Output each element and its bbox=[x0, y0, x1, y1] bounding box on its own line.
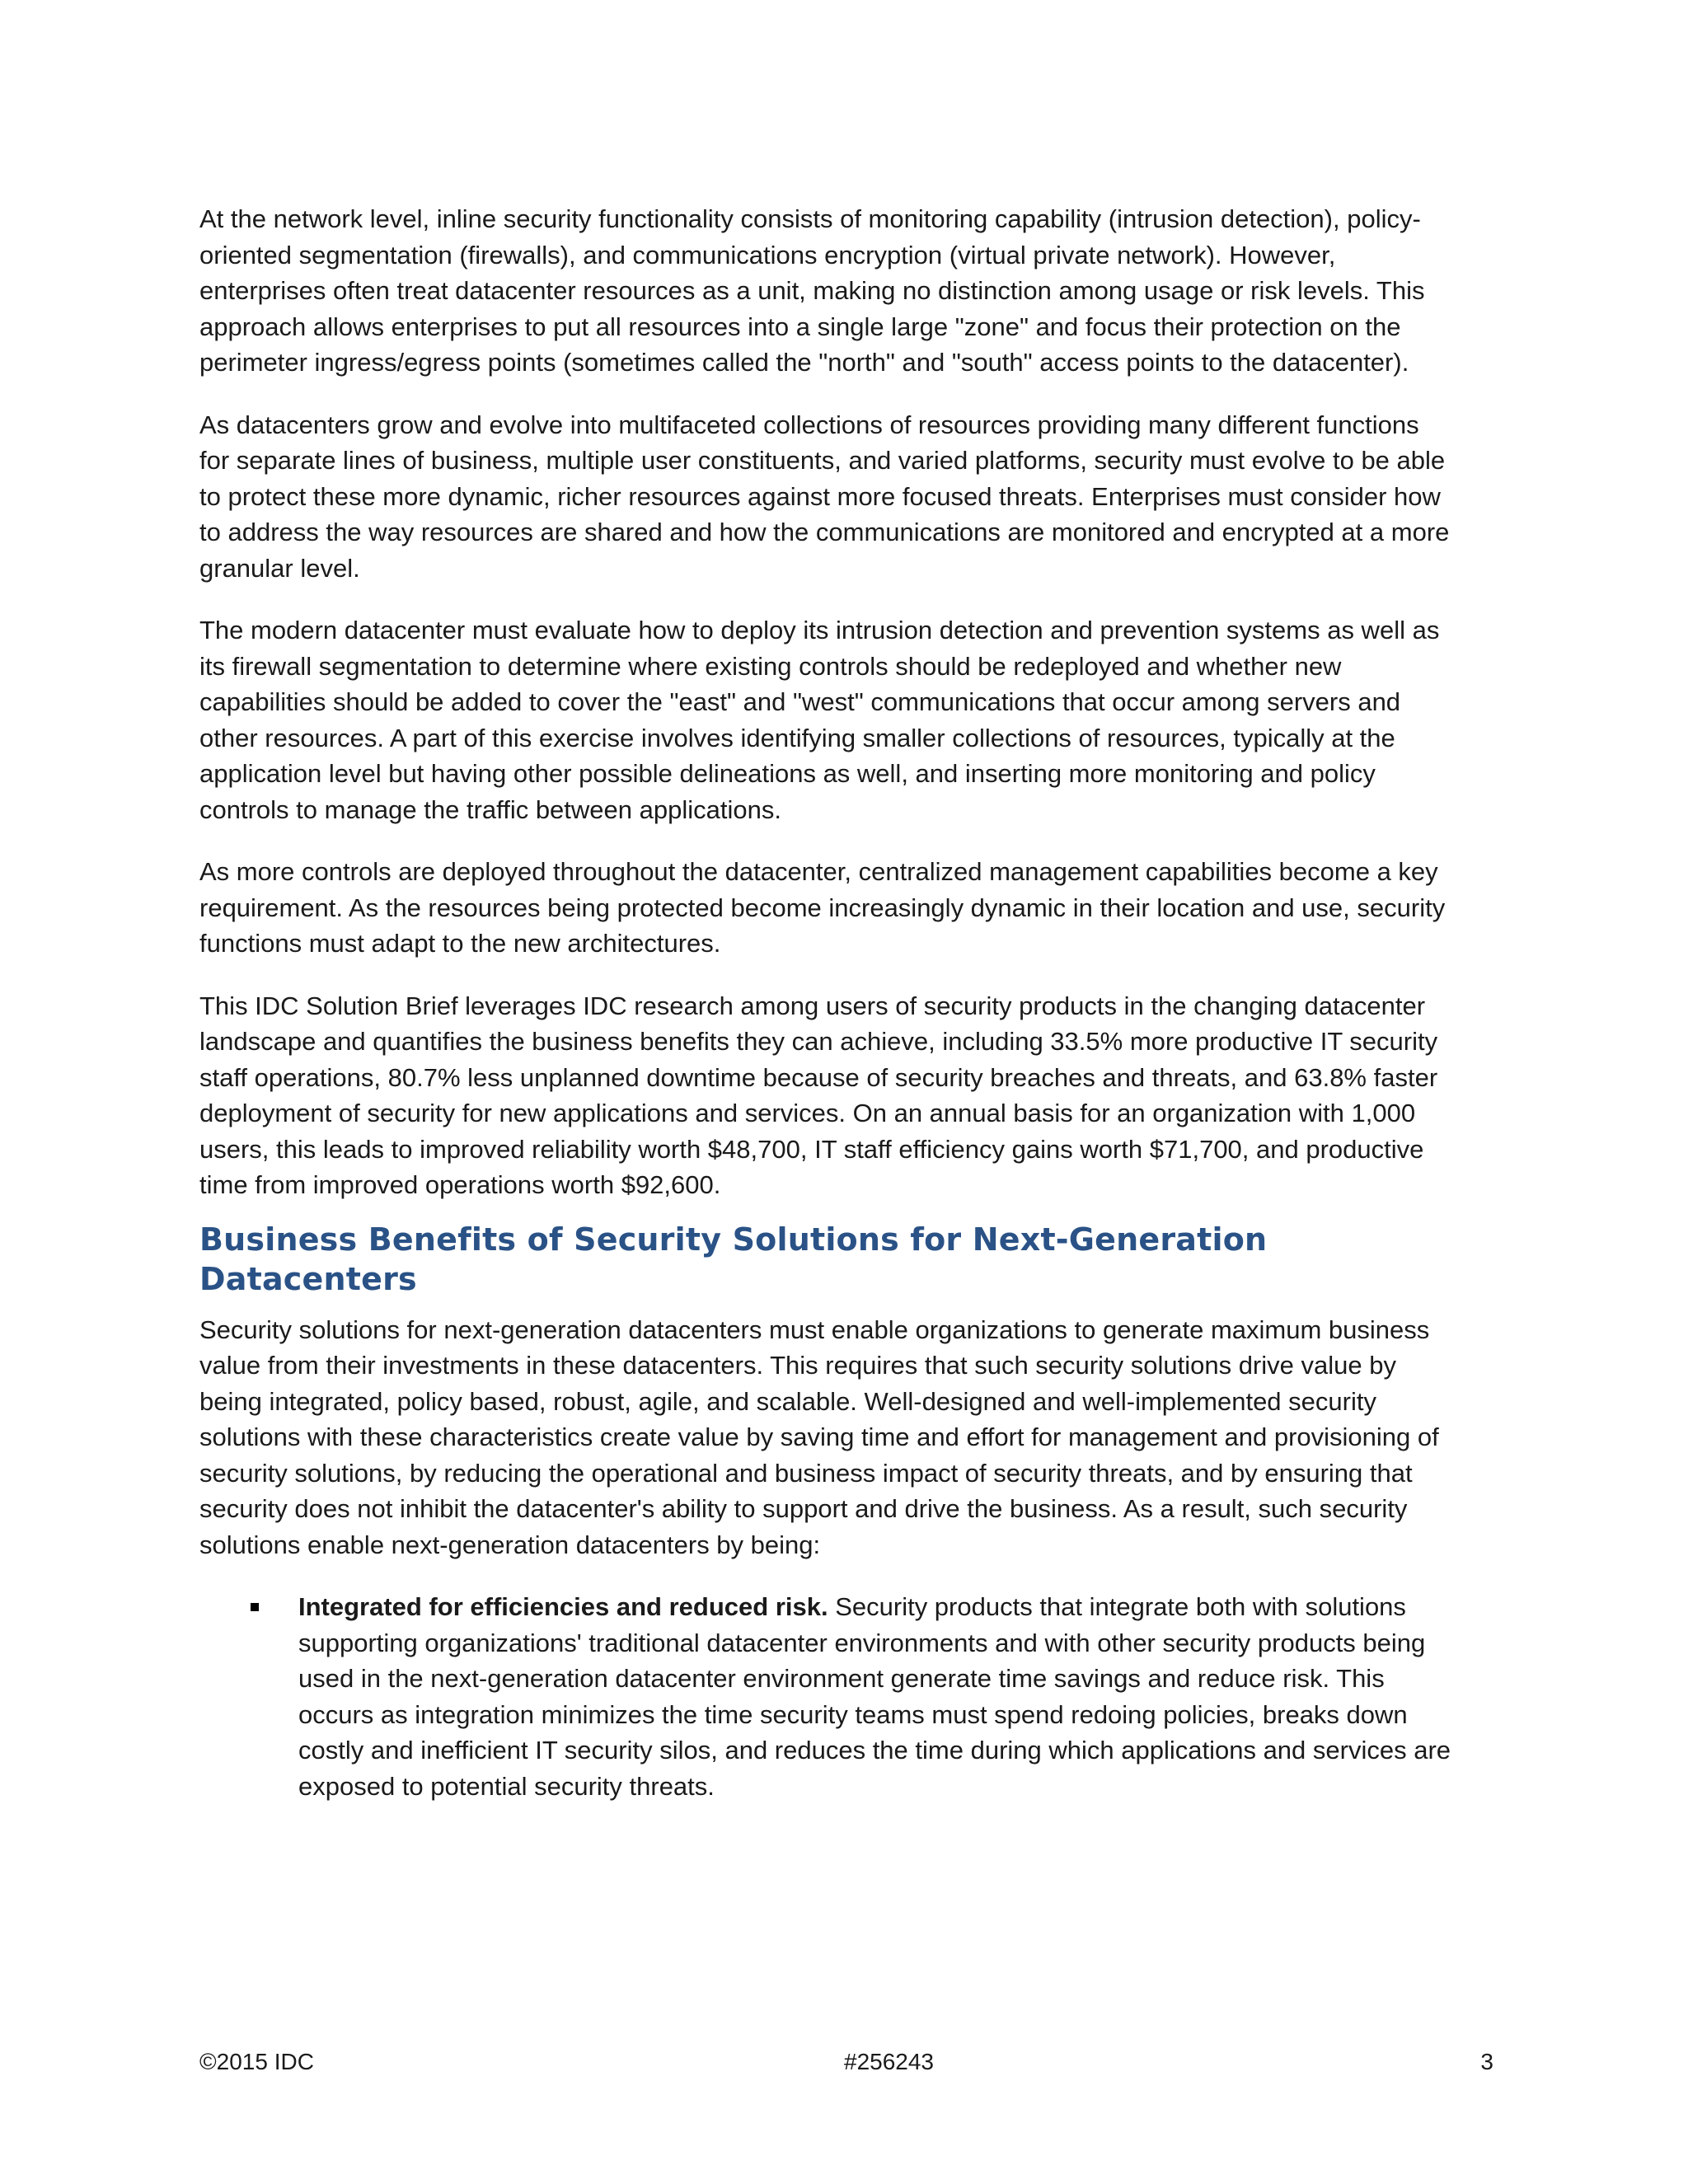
page-footer bbox=[199, 2046, 1493, 2079]
benefits-bullet-list bbox=[199, 1589, 1452, 1804]
paragraph-solution-brief: This IDC Solution Brief leverages IDC research among users of security products in the changing datacenter landscape and quantifies the business benefits they can achieve, including 33.5% more productive IT security staff operations, 80.7% less unplanned downtime because of security breaches and threats, and 63.8% faster deployment of security for new applications and services. On an annual basis for an organization with 1,000 users, this leads to improved reliability worth $48,700, IT staff efficiency gains worth $71,700, and productive time from improved operations worth $92,600. bbox=[199, 991, 1438, 1199]
section-heading: Business Benefits of Security Solutions for Next-Generation Datacenters bbox=[199, 1221, 1268, 1297]
square-bullet-icon bbox=[251, 1603, 259, 1611]
bullet-body-text: Security products that integrate both with solutions supporting organizations' traditional datacenter environments and with other security products being used in the next-generation datacenter environment generate time savings and reduce risk. This occurs as integration minimizes the time security teams must spend redoing policies, breaks down costly and inefficient IT security silos, and reduces the time during which applications and services are exposed to potential security threats. bbox=[298, 1592, 1451, 1801]
footer-doc-number: #256243 bbox=[844, 2049, 935, 2074]
paragraph-business-benefits: Security solutions for next-generation datacenters must enable organizations to generate maximum business value from their investments in these datacenters. This requires that such security solutions drive value by being integrated, policy based, robust, agile, and scalable. Well-designed and well-implemented security solutions with these characteristics create value by saving time and effort for management and provisioning of security solutions, by reducing the operational and business impact of security threats, and by ensuring that security does not inhibit the datacenter's ability to support and drive the business. As a result, such security solutions enable next-generation datacenters by being: bbox=[199, 1315, 1439, 1559]
paragraph-datacenter-growth: As datacenters grow and evolve into multifaceted collections of resources providing many different functions for separate lines of business, multiple user constituents, and varied platforms, security must evolve to be able to protect these more dynamic, richer resources against more focused threats. Enterprises must consider how to address the way resources are shared and how the communications are monitored and encrypted at a more granular level. bbox=[199, 410, 1450, 583]
list-item bbox=[199, 1589, 1452, 1804]
page-content bbox=[199, 201, 1452, 1804]
bullet-lead-text: Integrated for efficiencies and reduced risk. bbox=[298, 1592, 828, 1621]
footer-copyright: ©2015 IDC bbox=[199, 2049, 314, 2074]
paragraph-network-level: At the network level, inline security functionality consists of monitoring capability (intrusion detection), policy-oriented segmentation (firewalls), and communications encryption (virtual private network). However, enterprises often treat datacenter resources as a unit, making no distinction among usage or risk levels. This approach allows enterprises to put all resources into a single large "zone" and focus their protection on the perimeter ingress/egress points (sometimes called the "north" and "south" access points to the datacenter). bbox=[199, 204, 1425, 377]
paragraph-modern-datacenter: The modern datacenter must evaluate how to deploy its intrusion detection and prevention systems as well as its firewall segmentation to determine where existing controls should be redeployed and whether new capabilities should be added to cover the "east" and "west" communications that occur among servers and other resources. A part of this exercise involves identifying smaller collections of resources, typically at the application level but having other possible delineations as well, and inserting more monitoring and policy controls to manage the traffic between applications. bbox=[199, 616, 1440, 824]
paragraph-centralized-management: As more controls are deployed throughout the datacenter, centralized management capabilities become a key requirement. As the resources being protected become increasingly dynamic in their location and use, security functions must adapt to the new architectures. bbox=[199, 857, 1446, 958]
footer-page-number: 3 bbox=[1480, 2049, 1493, 2074]
